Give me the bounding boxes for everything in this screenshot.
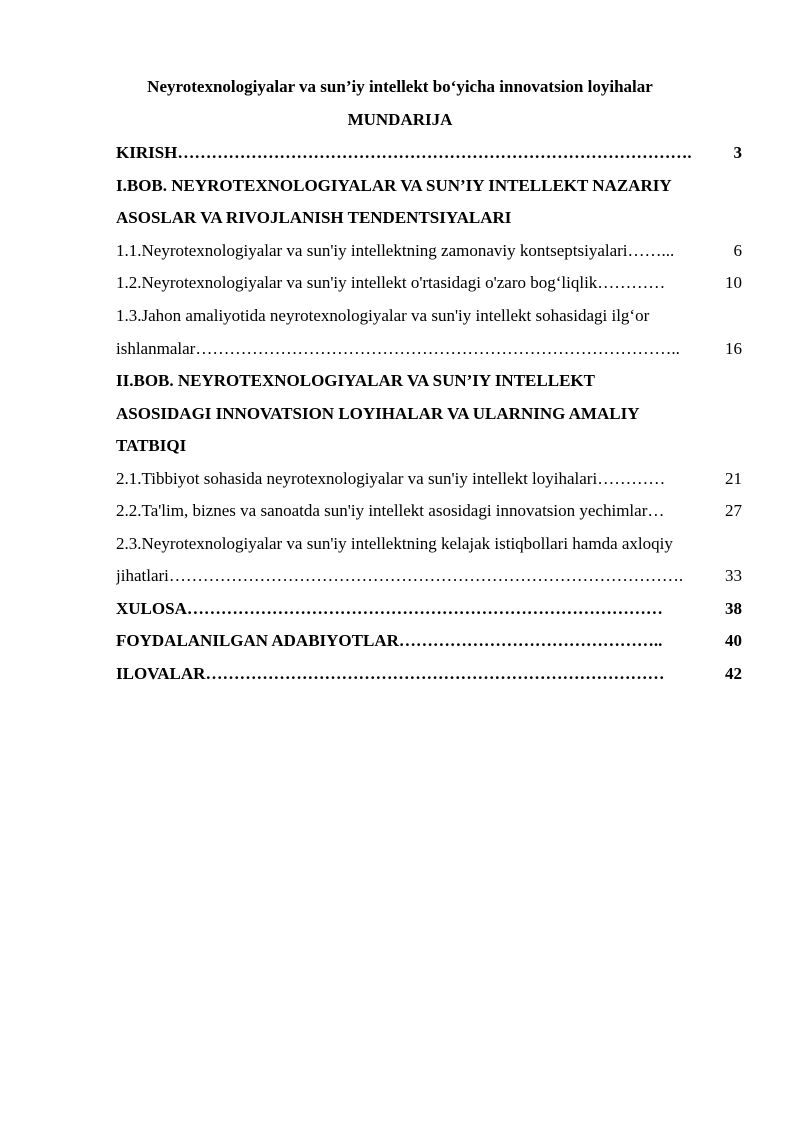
toc-page-number: 3 [733,143,742,162]
toc-page-number: 42 [725,664,742,683]
toc-leader-dots: ……………………………………………………………………… [205,664,665,683]
toc-entry-label: 1.1.Neyrotexnologiyalar va sun'iy intellektning zamonaviy kontseptsiyalari [116,241,628,260]
toc-entry-2-2[interactable] [116,501,742,521]
toc-entry-1-3-line-2[interactable] [116,339,742,359]
toc-entry-kirish[interactable] [116,143,742,163]
toc-entry-label: KIRISH [116,143,178,162]
toc-entry-label: 1.2.Neyrotexnologiyalar va sun'iy intellekt o'rtasidagi o'zaro bog‘liqlik [116,273,598,292]
toc-entry-label: 2.1.Tibbiyot sohasida neyrotexnologiyalar va sun'iy intellekt loyihalari [116,469,598,488]
toc-entry-1-3-line-1[interactable]: 1.3.Jahon amaliyotida neyrotexnologiyalar va sun'iy intellekt sohasidagi ilg‘or [116,306,650,325]
toc-chapter-2-line-1[interactable]: II.BOB. NEYROTEXNOLOGIYALAR VA SUN’IY INTELLEKT [116,371,595,390]
toc-page-number: 6 [733,241,742,260]
toc-entry-label: FOYDALANILGAN ADABIYOTLAR [116,631,399,650]
toc-entry-2-1[interactable] [116,469,742,489]
toc-leader-dots: ……... [627,241,675,260]
toc-entry-label: ishlanmalar [116,339,196,358]
toc-page-number: 10 [725,273,742,292]
toc-leader-dots: ………………………………………………………………………….. [195,339,680,358]
toc-entry-2-3-line-2[interactable] [116,566,742,586]
toc-entry-label: ILOVALAR [116,664,206,683]
toc-leader-dots: ………… [597,273,666,292]
toc-entry-label: XULOSA [116,599,187,618]
toc-leader-dots: ……………………………………….. [398,631,663,650]
toc-entry-1-1[interactable] [116,241,742,261]
toc-page-number: 21 [725,469,742,488]
toc-leader-dots: ………… [597,469,666,488]
toc-chapter-2-line-2[interactable]: ASOSIDAGI INNOVATSION LOYIHALAR VA ULARNING AMALIY [116,404,640,423]
toc-leader-dots: ………………………………………………………………………………. [168,566,684,585]
toc-entry-label: 2.2.Ta'lim, biznes va sanoatda sun'iy intellekt asosidagi innovatsion yechimlar [116,501,648,520]
toc-chapter-2-line-3[interactable]: TATBIQI [116,436,187,455]
toc-page-number: 33 [725,566,742,585]
toc-entry-label: jihatlari [116,566,169,585]
toc-page-number: 16 [725,339,742,358]
document-title: Neyrotexnologiyalar va sun’iy intellekt bo‘yicha innovatsion loyihalar [147,77,653,96]
toc-page-number: 27 [725,501,742,520]
toc-entry-appendices[interactable] [116,664,742,684]
toc-leader-dots: ………………………………………………………………………………. [177,143,692,162]
toc-chapter-1-line-2[interactable]: ASOSLAR VA RIVOJLANISH TENDENTSIYALARI [116,208,512,227]
toc-chapter-1-line-1[interactable]: I.BOB. NEYROTEXNOLOGIYALAR VA SUN’IY INTELLEKT NAZARIY [116,176,672,195]
toc-heading: MUNDARIJA [347,110,453,129]
toc-entry-2-3-line-1[interactable]: 2.3.Neyrotexnologiyalar va sun'iy intellektning kelajak istiqbollari hamda axloqiy [116,534,673,553]
toc-leader-dots: … [647,501,665,520]
toc-entry-xulosa[interactable] [116,599,742,619]
toc-entry-1-2[interactable] [116,273,742,293]
toc-entry-references[interactable] [116,631,742,651]
toc-leader-dots: ………………………………………………………………………… [186,599,663,618]
toc-page-number: 40 [725,631,742,650]
toc-page-number: 38 [725,599,742,618]
